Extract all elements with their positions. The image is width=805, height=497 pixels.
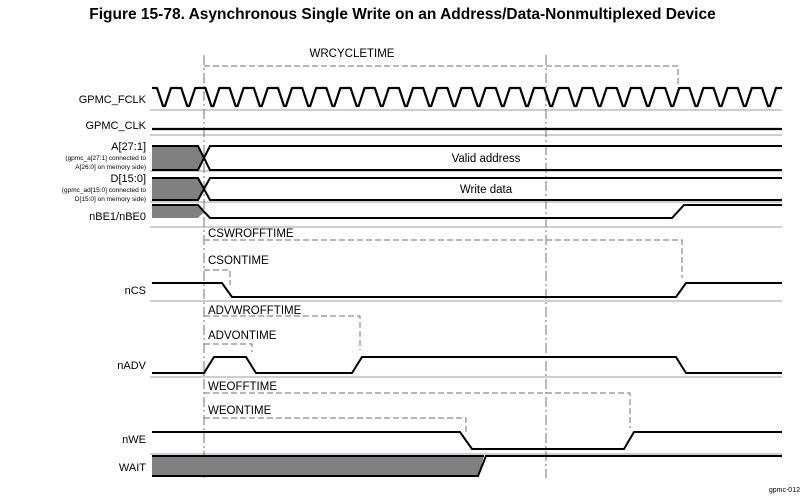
ncs-waveform (152, 283, 782, 297)
addr-label: A[27:1] (111, 141, 146, 153)
advon-bracket (204, 344, 252, 352)
data-label: D[15:0] (110, 173, 146, 185)
cson-label: CSONTIME (208, 255, 269, 267)
data-note-line1: (gpmc_ad[15:0] connected to (61, 187, 146, 194)
figure-id: gpmc-012 (768, 487, 800, 494)
wrcycle-bracket (204, 66, 678, 88)
nadv-waveform (152, 357, 782, 373)
addr-note-line2: A[26:0] on memory side) (75, 164, 146, 171)
weoff-label: WEOFFTIME (208, 381, 277, 393)
weon-bracket (204, 418, 466, 432)
clk-label: GPMC_CLK (85, 120, 146, 132)
fclk-waveform (152, 88, 782, 106)
data-value: Write data (459, 184, 513, 196)
figure-title: Figure 15-78. Asynchronous Single Write on an Address/Data-Nonmultiplexed Device (89, 6, 716, 23)
cswroff-label: CSWROFFTIME (208, 228, 294, 240)
cswroff-bracket (204, 240, 682, 278)
advwroff-label: ADVWROFFTIME (208, 305, 302, 317)
nwe-label: nWE (122, 434, 146, 446)
nbe-label: nBE1/nBE0 (89, 211, 146, 223)
data-note-line2: D[15:0] on memory side) (74, 196, 146, 203)
ncs-label: nCS (124, 285, 146, 297)
addr-note-line1: (gpmc_a[27:1] connected to (65, 155, 146, 162)
nadv-label: nADV (117, 360, 146, 372)
fclk-label: GPMC_FCLK (78, 94, 146, 106)
wait-label: WAIT (118, 462, 146, 474)
nbe-waveform (152, 205, 782, 218)
addr-value: Valid address (451, 153, 521, 165)
wait-waveform (152, 456, 782, 476)
nwe-waveform (152, 432, 782, 449)
weon-label: WEONTIME (208, 405, 272, 417)
wrcycle-label: WRCYCLETIME (309, 48, 395, 60)
advon-label: ADVONTIME (208, 330, 277, 342)
